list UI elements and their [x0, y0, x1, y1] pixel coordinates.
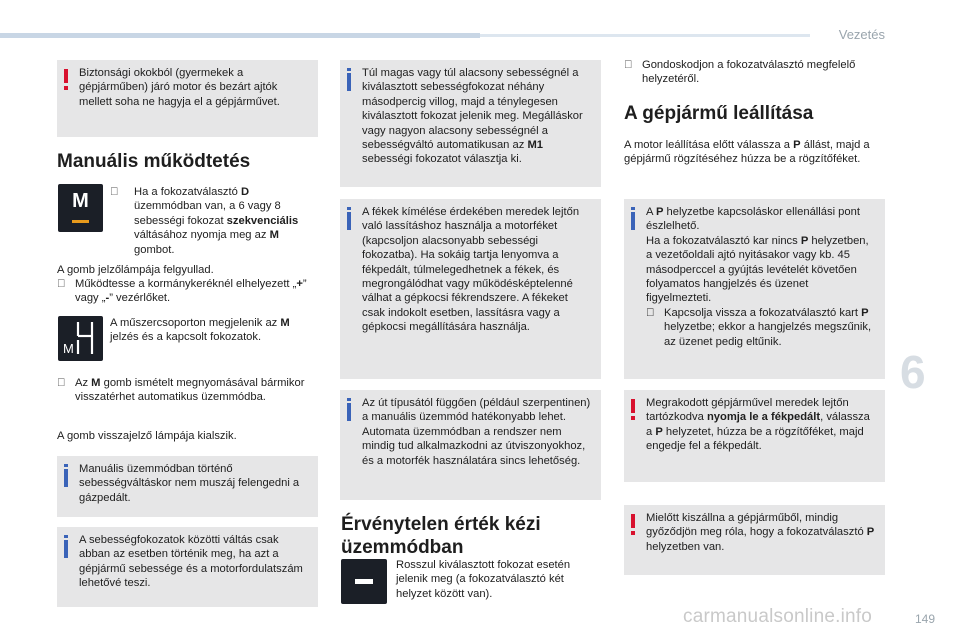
- info-icon: [347, 212, 351, 230]
- info-icon: [64, 469, 68, 487]
- info-box-park: A P helyzetbe kapcsoláskor ellenállási pont észlelhető. Ha a fokozatválasztó kar nincs P helyzetben, a vezetőoldali ajtó nyitásakor vagy kb. 45 másodperccel a gyújtás levételét követően folyamatos hangjelzés és üzenet figyelmezteti. Kapcsolja vissza a fokozatválasztó kart P helyzetbe; ekkor a hangjelzés megszűnik, az üzenet pedig eltűnik.: [624, 199, 885, 379]
- section-title-invalid: Érvénytelen érték kézi üzemmódban: [341, 514, 541, 558]
- section-title-manual: Manuális működtetés: [57, 151, 251, 172]
- display-gear-letter: M: [63, 341, 74, 356]
- warning-text: Biztonsági okokból (gyermekek a gépjárműben) járó motor és bezárt ajtók mellett soha ne hagyja el a gépjárművet.: [79, 67, 280, 108]
- manual-mode-button-icon: [58, 184, 103, 232]
- info-box-flashing: Túl magas vagy túl alacsony sebességnél a kiválasztott sebességfokozat néhány másodpercig villog, majd a ténylegesen kiválasztott fokozat jelenik meg. Megálláskor vagy nagyon alacsony sebességnél a sebességváltó automatikusan az M1 sebességi fokozatot választja ki.: [340, 60, 601, 187]
- warning-icon: [64, 69, 68, 83]
- step-select-d: Ha a fokozatválasztó D üzemmódban van, a 6 vagy 8 sebességi fokozat szekvenciális váltásához nyomja meg az M gombot.: [110, 185, 315, 257]
- bullet-icon: [646, 306, 654, 320]
- info-icon: [347, 403, 351, 421]
- info-box-road: Az út típusától függően (például szerpentinen) a manuális üzemmód hatékonyabb lehet. Automata üzemmódban a rendszer nem mindig tud alkalmazkodni az útviszonyokhoz, és a motorfék használatára sincs lehetőség.: [340, 390, 601, 500]
- m-symbol-indicator-lamp: [72, 220, 89, 223]
- stop-text: A motor leállítása előtt válassza a P állást, majd a gépjármű rögzítéséhez húzza be a rögzítőféket.: [624, 139, 870, 166]
- m-symbol-letter: M: [72, 190, 89, 212]
- page-number: 149: [915, 612, 936, 626]
- header-bar: [0, 33, 480, 38]
- info-box-throttle: Manuális üzemmódban történő sebességváltáskor nem muszáj felengedni a gázpedált.: [57, 456, 318, 517]
- header-bar-light: [480, 34, 810, 37]
- lamp-on-text: A gomb jelzőlámpája felgyullad.: [57, 264, 214, 276]
- bullet-icon: [57, 277, 75, 291]
- dash-symbol: [355, 579, 373, 584]
- bullet-icon: [624, 58, 642, 72]
- invalid-value-icon: [341, 559, 387, 604]
- warning-box-safety: [57, 60, 318, 137]
- step-return-auto: Az M gomb ismételt megnyomásával bármikor visszatérhet automatikus üzemmódba.: [57, 376, 317, 405]
- check-position-text: Gondoskodjon a fokozatválasztó megfelelő helyzetéről.: [624, 58, 884, 87]
- section-label: Vezetés: [838, 27, 885, 42]
- lamp-off-text: A gomb visszajelző lámpája kialszik.: [57, 430, 237, 442]
- invalid-text: Rosszul kiválasztott fokozat esetén jelenik meg (a fokozatválasztó két helyzet között van).: [396, 559, 571, 600]
- watermark-text: carmanualsonline.info: [683, 606, 873, 627]
- section-title-stop: A gépjármű leállítása: [624, 103, 814, 124]
- info-icon: [631, 212, 635, 230]
- bullet-icon: [110, 185, 128, 199]
- cluster-display-text: A műszercsoporton megjelenik az M jelzés és a kapcsolt fokozatok.: [110, 317, 290, 344]
- info-icon: [347, 73, 351, 91]
- bullet-icon: [57, 376, 75, 390]
- warning-icon: [631, 399, 635, 413]
- chapter-number: 6: [900, 346, 926, 398]
- info-box-shift: A sebességfokozatok közötti váltás csak abban az esetben történik meg, ha azt a gépjármű sebessége és a motorfordulatszám lehetővé teszi.: [57, 527, 318, 607]
- warning-box-slope: Megrakodott gépjárművel meredek lejtőn tartózkodva nyomja le a fékpedált, válassza a P helyzetet, húzza be a rögzítőféket, majd engedje fel a fékpedált.: [624, 390, 885, 482]
- cluster-display-icon: [58, 316, 103, 361]
- warning-icon: [631, 514, 635, 528]
- info-icon: [64, 540, 68, 558]
- warning-box-exit: Mielőtt kiszállna a gépjárműből, mindig győződjön meg róla, hogy a fokozatválasztó P helyzetben van.: [624, 505, 885, 575]
- step-paddles: Működtesse a kormánykeréknél elhelyezett „+” vagy „-” vezérlőket.: [57, 277, 317, 306]
- info-box-brakes: A fékek kímélése érdekében meredek lejtőn való lassításhoz használja a motorféket (kapcsoljon alacsonyabb sebességi fokozatba). Ha sokáig tartja lenyomva a fékpedált, túlmelegedhetnek a fékek, és megrongálódhat vagy működésképtelenné válhat a gépkocsi fékrendszere. A fékeket csak indokolt esetben, lassításra vagy a gépkocsi megállítására használja.: [340, 199, 601, 379]
